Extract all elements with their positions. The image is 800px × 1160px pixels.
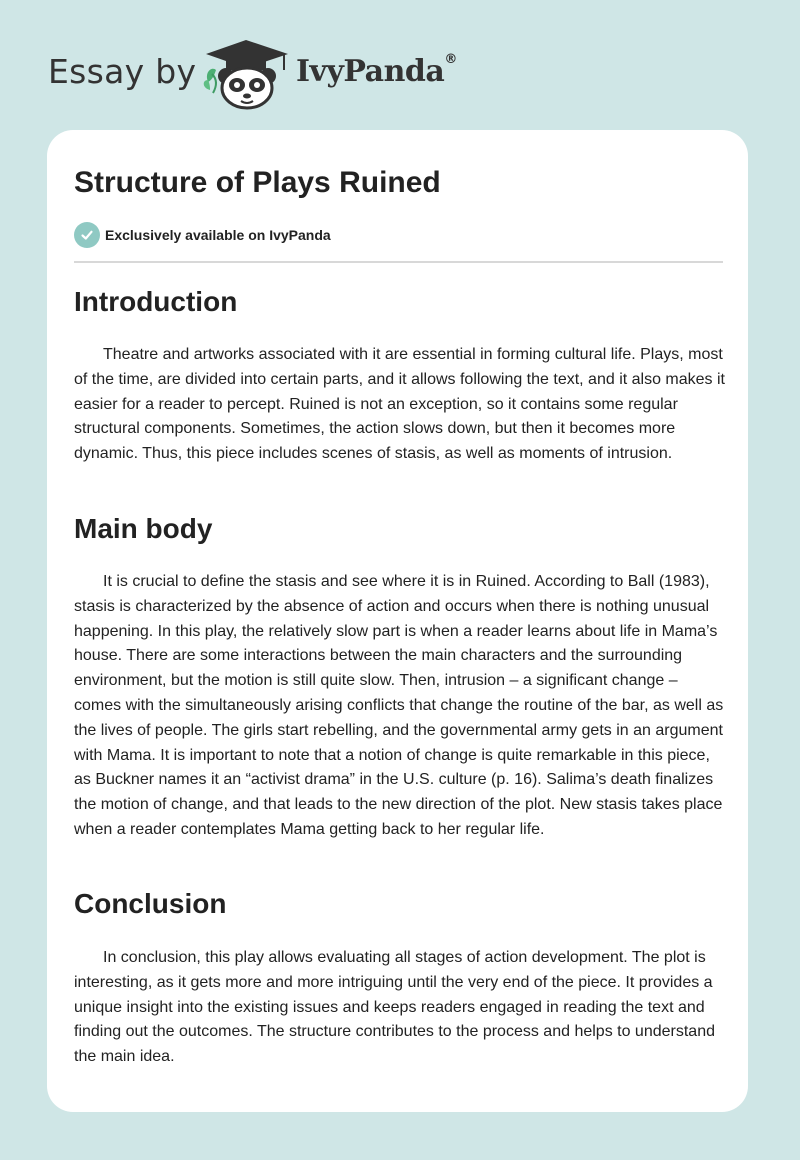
divider bbox=[74, 261, 723, 263]
brand-name[interactable] bbox=[296, 54, 457, 89]
panda-logo-icon[interactable] bbox=[200, 38, 292, 110]
section-heading-introduction: Introduction bbox=[74, 286, 238, 317]
brand-text: IvyPanda bbox=[296, 54, 445, 89]
page-title: Structure of Plays Ruined bbox=[74, 166, 441, 199]
section-text-main-body: It is crucial to define the stasis and see where it is in Ruined. According to Ball (1983), stasis is characterized by the absence of action and occurs when there is nothing unusual happening. In this play, the relatively slow part is when a reader learns about life in Mama’s house. There are some interactions between the main characters and the surrounding environment, but the motion is still quite slow. Then, intrusion – a significant change – comes with the simultaneously arising conflicts that change the routine of the bar, as well as the lives of people. The girls start rebelling, and the governmental army gets in an argument with Mama. It is important to note that a notion of change is quite remarkable in this piece, as Buckner names it an “activist drama” in the U.S. culture (p. 16). Salima’s death finalizes the motion of change, and that leads to the new direction of the plot. New stasis takes place when a reader contemplates Mama getting back to her regular life. bbox=[74, 573, 724, 838]
section-heading-main-body: Main body bbox=[74, 513, 213, 544]
section-text-introduction: Theatre and artworks associated with it are essential in forming cultural life. Plays, most of the time, are divided into certain parts, and it allows following the text, and it also makes it easier for a reader to percept. Ruined is not an exception, so it contains some regular structural components. Sometimes, the action slows down, but then it becomes more dynamic. Thus, this piece includes scenes of stasis, as well as moments of intrusion. bbox=[74, 346, 725, 463]
site-header bbox=[0, 0, 800, 130]
section-heading-conclusion: Conclusion bbox=[74, 888, 227, 919]
essay-by-label: Essay by bbox=[48, 52, 197, 91]
article-card bbox=[47, 130, 748, 1112]
check-icon bbox=[74, 222, 100, 248]
exclusive-badge bbox=[74, 222, 331, 248]
section-text-conclusion: In conclusion, this play allows evaluating all stages of action development. The plot is interesting, as it gets more and more intriguing until the very end of the piece. It provides a unique insight into the existing issues and keeps readers engaged in reading the text and finding out the outcomes. The structure contributes to the process and helps to understand the main idea. bbox=[74, 949, 715, 1066]
exclusive-label: Exclusively available on IvyPanda bbox=[105, 227, 331, 243]
registered-mark: ® bbox=[444, 52, 457, 67]
